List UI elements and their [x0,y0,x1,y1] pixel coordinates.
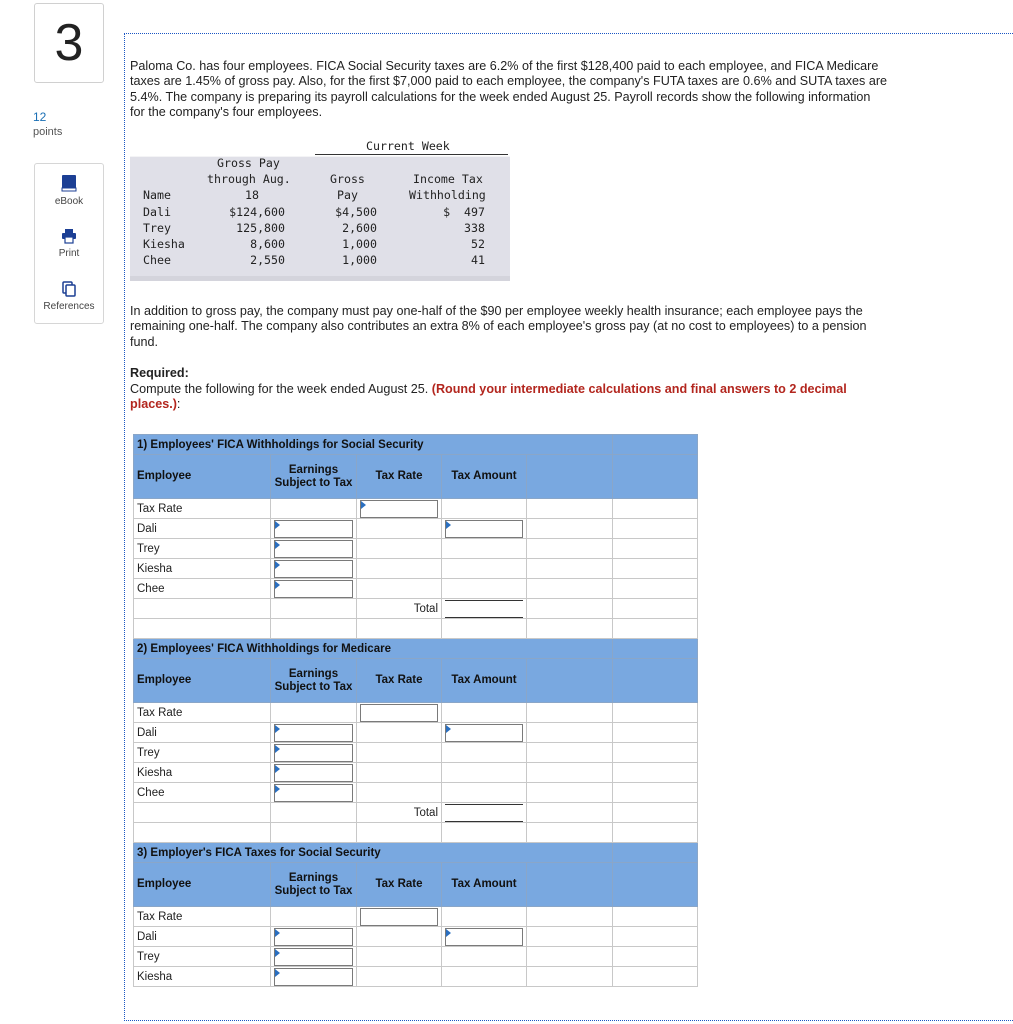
employee-kiesha: Kiesha [134,763,271,783]
print-label: Print [58,248,80,259]
question-number: 3 [34,3,104,83]
record-income: $ 497 [443,205,485,219]
header-blank [613,435,698,455]
header-gross: Gross [330,172,365,186]
intro-line: 5.4%. The company is preparing its payroll calculations for the week ended August 25. Payroll records show the following information [130,89,871,104]
col-earnings: Earnings Subject to Tax [271,659,357,703]
col-earnings: Earnings Subject to Tax [271,863,357,907]
employee-dali: Dali [134,519,271,539]
earnings-input-trey[interactable] [274,744,353,762]
header-rule [315,154,508,155]
references-button[interactable] [35,270,103,323]
row-label-tax-rate: Tax Rate [134,703,271,723]
row-label-tax-rate: Tax Rate [134,907,271,927]
row-label-tax-rate: Tax Rate [134,499,271,519]
tax-rate-input[interactable] [360,908,438,926]
intro-line: taxes are 1.45% of gross pay. Also, for the first $7,000 paid to each employee, the company's FUTA taxes are 0.6% and SUTA taxes are [130,74,888,89]
question-content [124,33,1013,1021]
employee-trey: Trey [134,539,271,559]
header-blank [613,843,698,863]
header-blank [527,863,613,907]
points-info [33,110,62,140]
col-tax-rate: Tax Rate [357,863,442,907]
rounding-note-end: places.) [130,397,177,411]
earnings-input-trey[interactable] [274,540,353,558]
col-tax-rate: Tax Rate [357,659,442,703]
col-tax-rate: Tax Rate [357,455,442,499]
header-blank [613,659,698,703]
header-date: 18 [245,188,259,202]
employee-trey: Trey [134,743,271,763]
earnings-input-chee[interactable] [274,784,353,802]
employee-chee: Chee [134,579,271,599]
record-gross: 1,000 [342,253,377,267]
additional-line: In addition to gross pay, the company must pay one-half of the $90 per employee weekly health insurance; each employee pays the [130,304,863,318]
earnings-input-kiesha[interactable] [274,560,353,578]
print-button[interactable] [35,217,103,270]
additional-line: remaining one-half. The company also contributes an extra 8% of each employee's gross pay (at no cost to employees) to a pension [130,319,867,334]
header-pay: Pay [337,188,358,202]
record-income: 52 [471,237,485,251]
ebook-label: eBook [54,196,84,207]
total-label: Total [357,599,442,619]
record-gross: $4,500 [335,205,377,219]
book-icon [61,174,77,192]
total-cell[interactable] [445,600,523,618]
header-through: through Aug. [207,172,291,186]
earnings-input-dali[interactable] [274,928,353,946]
employee-kiesha: Kiesha [134,559,271,579]
record-gross: 2,600 [342,221,377,235]
col-tax-amount: Tax Amount [442,863,527,907]
earnings-input-kiesha[interactable] [274,968,353,986]
header-blank [613,455,698,499]
header-name: Name [143,188,171,202]
copy-icon [61,281,77,297]
printer-icon [61,228,77,244]
ebook-button[interactable] [35,164,103,217]
tool-panel [34,163,104,324]
earnings-input-dali[interactable] [274,520,353,538]
record-income: 41 [471,253,485,267]
col-employee: Employee [134,659,271,703]
references-label: References [43,301,95,312]
earnings-input-kiesha[interactable] [274,764,353,782]
record-through: $124,600 [229,205,285,219]
record-gross: 1,000 [342,237,377,251]
record-through: 125,800 [236,221,285,235]
employee-dali: Dali [134,723,271,743]
required-section [130,366,847,413]
record-through: 8,600 [250,237,285,251]
header-blank [613,863,698,907]
employee-kiesha: Kiesha [134,967,271,987]
rounding-note: (Round your intermediate calculations and final answers to 2 decimal [431,381,847,396]
header-withholding: Withholding [409,188,486,202]
tax-rate-input[interactable] [360,704,438,722]
points-label: points [33,126,63,138]
section-title: 2) Employees' FICA Withholdings for Medicare [134,639,613,659]
col-employee: Employee [134,455,271,499]
intro-line: Paloma Co. has four employees. FICA Social Security taxes are 6.2% of the first $128,400 paid to each employee, and FICA Medicare [130,59,879,73]
header-income-tax: Income Tax [413,172,483,186]
header-gross-pay: Gross Pay [217,156,280,170]
additional-text [130,304,867,350]
total-cell[interactable] [445,804,523,822]
total-label: Total [357,803,442,823]
intro-line: for the company's four employees. [130,105,323,120]
tax-amount-input-dali[interactable] [445,928,523,946]
earnings-input-trey[interactable] [274,948,353,966]
col-earnings: Earnings Subject to Tax [271,455,357,499]
required-label: Required: [130,366,189,380]
earnings-input-chee[interactable] [274,580,353,598]
required-instruction: Compute the following for the week ended August 25. [130,381,429,396]
current-week-header: Current Week [366,139,450,153]
record-name: Kiesha [143,237,185,251]
employee-trey: Trey [134,947,271,967]
additional-line: fund. [130,334,159,349]
tax-amount-input-dali[interactable] [445,520,523,538]
record-name: Dali [143,205,171,219]
section-title: 1) Employees' FICA Withholdings for Social Security [134,435,613,455]
col-employee: Employee [134,863,271,907]
record-through: 2,550 [250,253,285,267]
answer-table [133,434,698,987]
points-value: 12 [33,110,47,124]
record-name: Chee [143,253,171,267]
col-tax-amount: Tax Amount [442,455,527,499]
section-title: 3) Employer's FICA Taxes for Social Security [134,843,613,863]
header-blank [527,659,613,703]
record-income: 338 [464,221,485,235]
employee-dali: Dali [134,927,271,947]
colon: : [176,397,181,411]
record-name: Trey [143,221,171,235]
employee-chee: Chee [134,783,271,803]
tax-rate-input[interactable] [360,500,438,518]
header-blank [613,639,698,659]
intro-text [130,59,887,121]
earnings-input-dali[interactable] [274,724,353,742]
tax-amount-input-dali[interactable] [445,724,523,742]
col-tax-amount: Tax Amount [442,659,527,703]
header-blank [527,455,613,499]
